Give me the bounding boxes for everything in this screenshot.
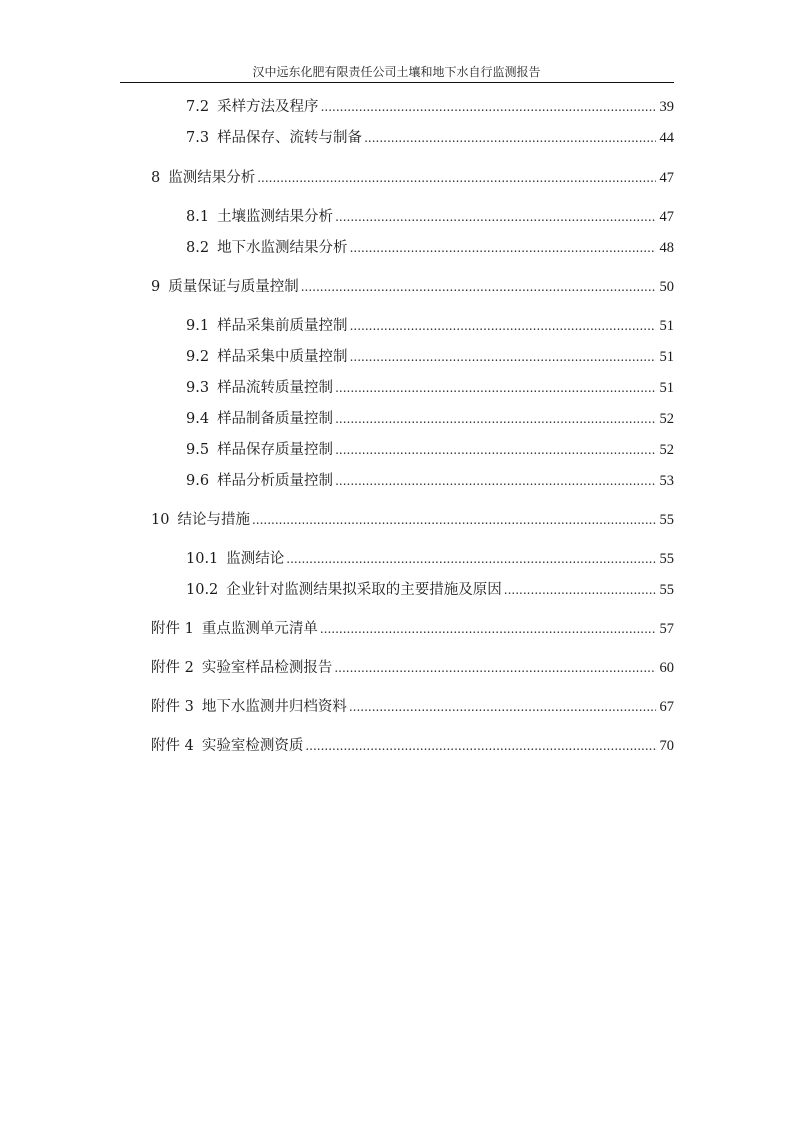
toc-entry[interactable] [186,207,674,227]
toc-entry[interactable] [186,409,674,429]
toc-entry-title: 企业针对监测结果拟采取的主要措施及原因 [226,582,502,598]
toc-entry-page: 53 [659,473,674,489]
toc-entry[interactable] [186,316,674,336]
toc-entry-page: 55 [659,512,674,528]
toc-entry-page: 51 [659,318,674,334]
toc-entry-page: 57 [659,621,674,637]
toc-leader-dots [320,619,656,639]
toc-entry[interactable] [151,697,674,717]
toc-leader-dots [364,128,655,148]
toc-entry-page: 67 [659,699,674,715]
toc-entry-page: 44 [659,130,674,146]
toc-entry-title: 样品制备质量控制 [217,411,334,427]
toc-entry[interactable] [151,510,674,530]
toc-entry-title: 采样方法及程序 [217,99,319,115]
toc-entry-number: 8.1 [186,209,210,225]
toc-entry-title: 地下水监测井归档资料 [201,699,347,715]
toc-leader-dots [301,277,656,297]
toc-entry-number: 8.2 [186,240,210,256]
toc-entry-number: 9.1 [186,318,210,334]
toc-entry-page: 52 [659,442,674,458]
toc-leader-dots [321,97,656,117]
toc-leader-dots [334,658,655,678]
toc-entry-title: 监测结果分析 [168,170,256,186]
toc-entry[interactable] [151,619,674,639]
toc-entry-page: 47 [659,170,674,186]
toc-entry-page: 51 [659,349,674,365]
toc-entry[interactable] [151,277,674,297]
toc-entry-page: 39 [659,99,674,115]
toc-entry-number: 附件 4 [151,738,194,754]
toc-entry-number: 7.3 [186,130,210,146]
toc-entry-title: 样品采集中质量控制 [217,349,348,365]
toc-entry-number: 9.3 [186,380,210,396]
toc-entry-page: 50 [659,279,674,295]
toc-leader-dots [350,347,656,367]
toc-entry-title: 重点监测单元清单 [201,621,318,637]
toc-leader-dots [335,207,655,227]
toc-entry-page: 60 [659,660,674,676]
toc-leader-dots [286,549,655,569]
toc-entry-page: 51 [659,380,674,396]
toc-entry-number: 8 [151,170,161,186]
toc-entry-title: 实验室样品检测报告 [201,660,333,676]
toc-entry-number: 附件 3 [151,699,194,715]
toc-entry-number: 10.2 [186,582,219,598]
toc-leader-dots [335,378,655,398]
toc-entry-title: 质量保证与质量控制 [168,279,299,295]
toc-entry-number: 附件 2 [151,660,194,676]
toc-entry[interactable] [186,580,674,600]
toc-entry-title: 样品流转质量控制 [217,380,334,396]
toc-entry-page: 55 [659,551,674,567]
toc-entry-number: 9 [151,279,161,295]
toc-entry-title: 监测结论 [226,551,285,567]
toc-leader-dots [257,168,655,188]
toc-entry-title: 地下水监测结果分析 [217,240,348,256]
toc-entry-number: 9.6 [186,473,210,489]
toc-entry-number: 7.2 [186,99,210,115]
toc-entry[interactable] [151,168,674,188]
toc-leader-dots [350,238,656,258]
toc-entry-number: 9.5 [186,442,210,458]
toc-leader-dots [335,471,655,491]
toc-leader-dots [335,409,655,429]
toc-entry[interactable] [186,238,674,258]
toc-leader-dots [504,580,656,600]
toc-leader-dots [349,697,656,717]
toc-entry-title: 实验室检测资质 [201,738,304,754]
toc-leader-dots [350,316,656,336]
toc-entry[interactable] [151,736,674,756]
toc-entry-page: 48 [659,240,674,256]
toc-entry-title: 结论与措施 [177,512,250,528]
toc-leader-dots [305,736,655,756]
toc-entry[interactable] [186,549,674,569]
toc-entry-title: 样品保存、流转与制备 [217,130,363,146]
toc-entry-number: 附件 1 [151,621,194,637]
toc-entry-number: 10 [151,512,170,528]
page-header-title: 汉中远东化肥有限责任公司土壤和地下水自行监测报告 [252,65,541,79]
toc-entry-number: 9.2 [186,349,210,365]
toc-entry[interactable] [186,347,674,367]
toc-entry[interactable] [186,128,674,148]
toc-entry-page: 47 [659,209,674,225]
toc-entry-title: 土壤监测结果分析 [217,209,334,225]
toc-entry-page: 55 [659,582,674,598]
toc-entry-page: 52 [659,411,674,427]
toc-entry-number: 9.4 [186,411,210,427]
toc-entry-title: 样品分析质量控制 [217,473,334,489]
toc-entry[interactable] [151,658,674,678]
toc-entry-page: 70 [659,738,674,754]
toc-leader-dots [252,510,656,530]
toc-entry-number: 10.1 [186,551,219,567]
toc-leader-dots [335,440,655,460]
header-divider [120,82,674,83]
toc-entry[interactable] [186,97,674,117]
toc-entry-title: 样品保存质量控制 [217,442,334,458]
toc-entry-title: 样品采集前质量控制 [217,318,348,334]
toc-entry[interactable] [186,471,674,491]
toc-entry[interactable] [186,378,674,398]
toc-entry[interactable] [186,440,674,460]
